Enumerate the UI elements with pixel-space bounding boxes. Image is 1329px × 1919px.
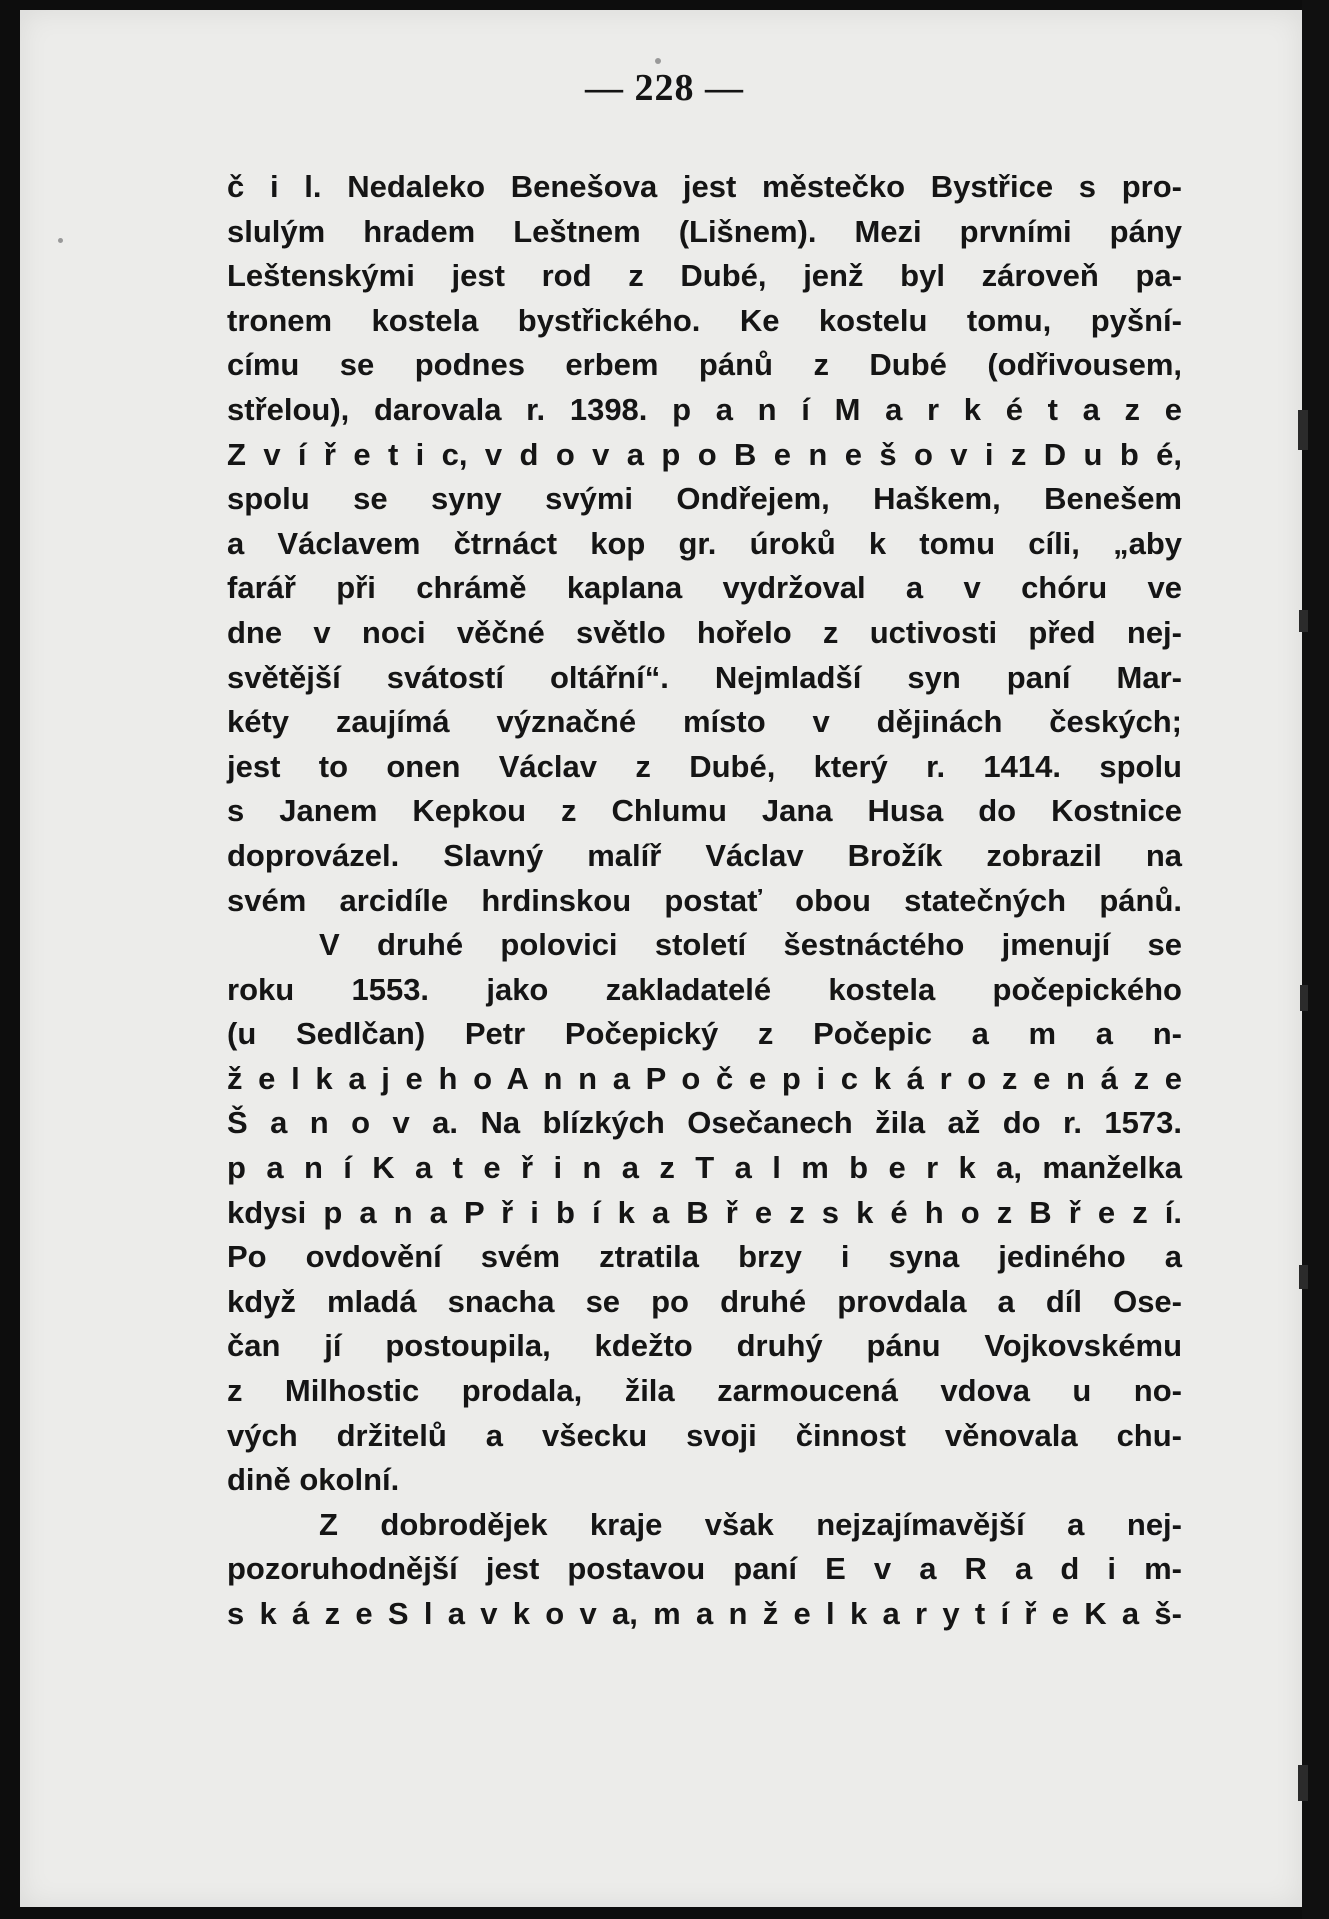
text-line: dině okolní. — [227, 1462, 400, 1498]
text-line: č i l. Nedaleko Benešova jest městečko Bystřice s pro- — [227, 169, 1182, 204]
text-line: jest to onen Václav z Dubé, který r. 1414. spolu — [227, 748, 1182, 784]
text-line: p a n í K a t e ř i n a z T a l m b e r k a, manželka — [227, 1150, 1182, 1186]
text-line: farář při chrámě kaplana vydržoval a v chóru ve — [227, 570, 1182, 606]
paper-speck — [655, 58, 661, 64]
page-number: — 228 — — [585, 67, 744, 109]
text-line: slulým hradem Leštnem (Lišnem). Mezi prvními pány — [227, 213, 1182, 249]
edge-mark — [1299, 1265, 1308, 1289]
text-line: Po ovdovění svém ztratila brzy i syna jediného a — [227, 1239, 1182, 1275]
text-line: kdysi p a n a P ř i b í k a B ř e z s k é h o z B ř e z í. — [227, 1194, 1182, 1230]
text-line: Z v í ř e t i c, v d o v a p o B e n e š o v i z D u b é, — [227, 436, 1182, 472]
paper-speck — [58, 238, 63, 243]
text-line: V druhé polovici století šestnáctého jmenují se — [319, 927, 1182, 963]
text-line: s Janem Kepkou z Chlumu Jana Husa do Kostnice — [227, 793, 1182, 829]
text-line: světější svátostí oltářní“. Nejmladší syn paní Mar- — [227, 659, 1182, 695]
text-line: roku 1553. jako zakladatelé kostela počepického — [227, 971, 1182, 1007]
text-line: pozoruhodnější jest postavou paní E v a R a d i m- — [227, 1551, 1182, 1587]
text-line: s k á z e S l a v k o v a, m a n ž e l k a r y t í ř e K a š- — [227, 1596, 1182, 1631]
text-line: (u Sedlčan) Petr Počepický z Počepic a m a n- — [227, 1016, 1182, 1052]
edge-mark — [1300, 985, 1308, 1011]
text-line: z Milhostic prodala, žila zarmoucená vdova u no- — [227, 1373, 1182, 1409]
text-line: Z dobrodějek kraje však nejzajímavější a nej- — [319, 1506, 1182, 1542]
text-line: Š a n o v a. Na blízkých Osečanech žila až do r. 1573. — [227, 1105, 1182, 1141]
text-line: svém arcidíle hrdinskou postať obou statečných pánů. — [227, 882, 1182, 918]
text-line: tronem kostela bystřického. Ke kostelu tomu, pyšní- — [227, 302, 1182, 338]
page-binding-edge — [1302, 0, 1329, 1919]
text-line: kéty zaujímá význačné místo v dějinách českých; — [227, 704, 1182, 740]
edge-mark — [1298, 1765, 1308, 1801]
text-line: ž e l k a j e h o A n n a P o č e p i c k á r o z e n á z e — [227, 1060, 1182, 1096]
text-line: dne v noci věčné světlo hořelo z uctivosti před nej- — [227, 614, 1182, 650]
text-line: a Václavem čtrnáct kop gr. úroků k tomu cíli, „aby — [227, 525, 1182, 561]
text-line: čan jí postoupila, kdežto druhý pánu Vojkovskému — [227, 1328, 1182, 1364]
text-line: střelou), darovala r. 1398. p a n í M a r k é t a z e — [227, 391, 1182, 427]
text-line: címu se podnes erbem pánů z Dubé (odřivousem, — [227, 347, 1182, 383]
edge-mark — [1298, 410, 1308, 450]
text-line: doprovázel. Slavný malíř Václav Brožík zobrazil na — [227, 837, 1182, 873]
text-line: vých držitelů a všecku svoji činnost věnovala chu- — [227, 1417, 1182, 1453]
text-line: Leštenskými jest rod z Dubé, jenž byl zároveň pa- — [227, 258, 1182, 294]
edge-mark — [1299, 610, 1308, 632]
text-line: spolu se syny svými Ondřejem, Haškem, Benešem — [227, 481, 1182, 517]
text-line: když mladá snacha se po druhé provdala a díl Ose- — [227, 1283, 1182, 1319]
body-text — [227, 165, 1182, 1637]
